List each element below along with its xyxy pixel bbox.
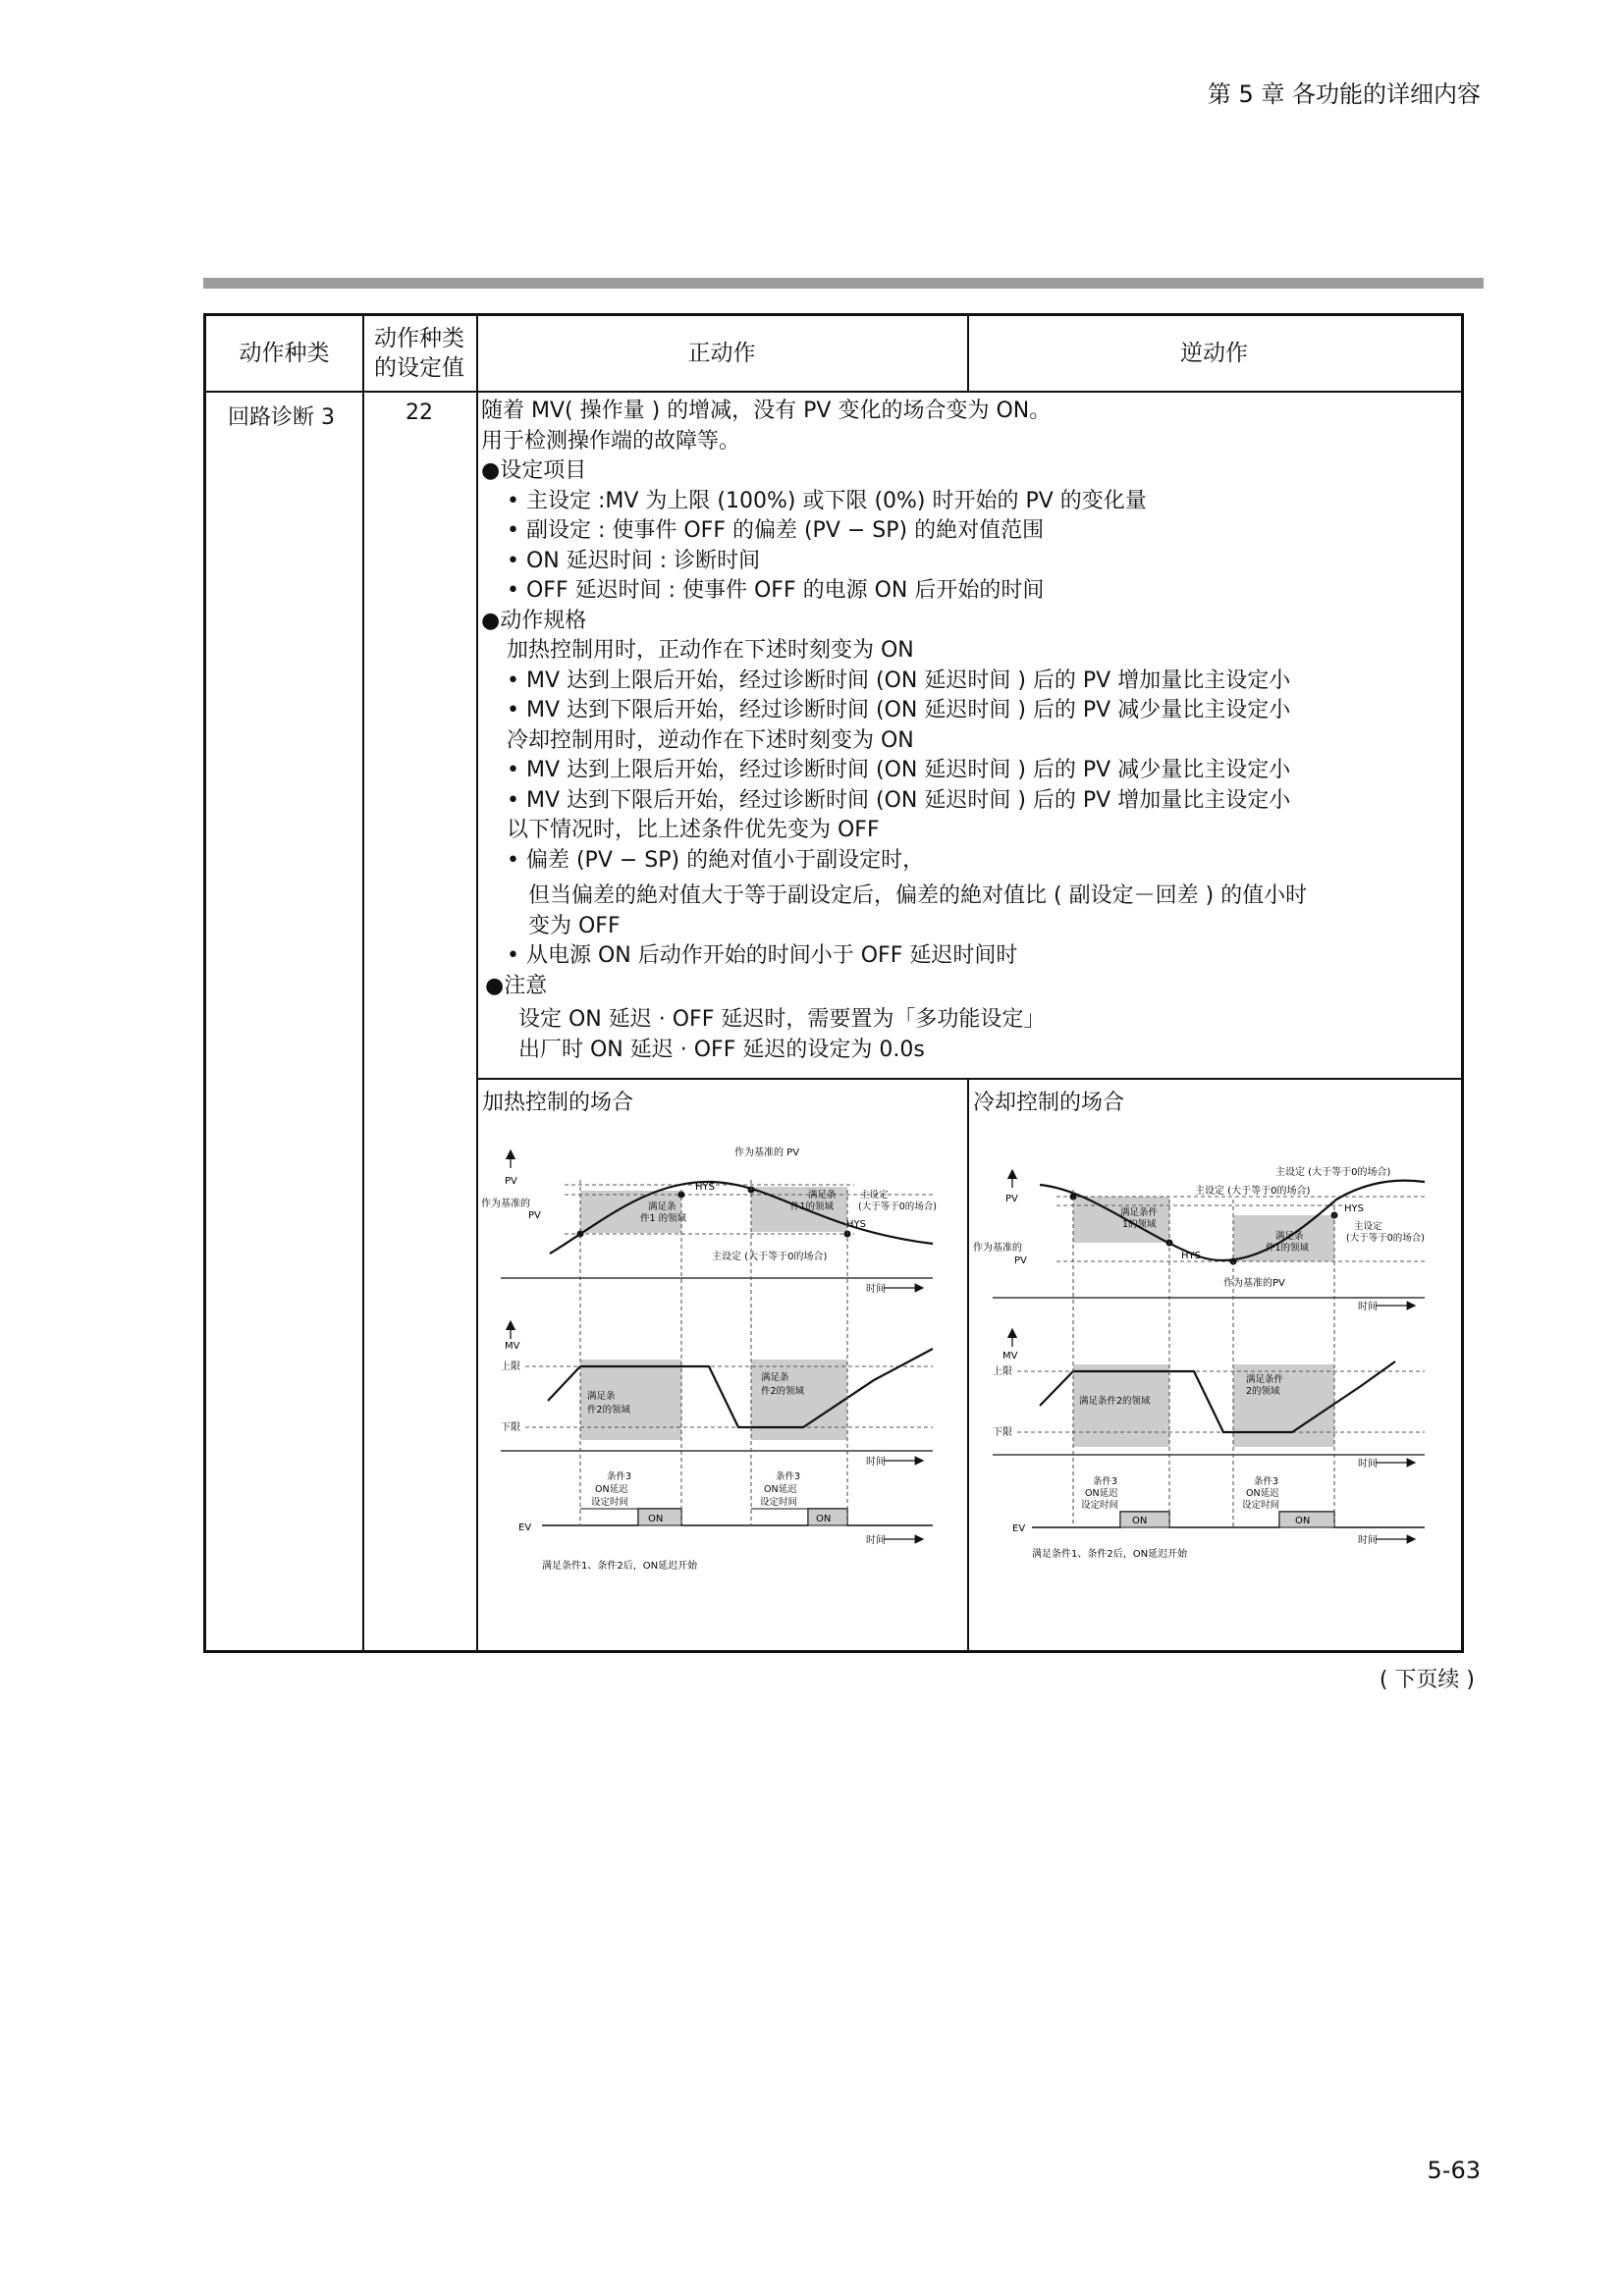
desc-bullet: • ON 延迟时间 : 诊断时间 <box>507 548 761 573</box>
mainset-top-label: 主设定 (大于等于0的场合) <box>1275 1167 1391 1178</box>
cond2-b-label: 满足条件 <box>1246 1374 1284 1385</box>
mainset-right-label-2: (大于等于0的场合) <box>1346 1233 1425 1244</box>
desc-bullet: • 从电源 ON 后动作开始的时间小于 OFF 延迟时间时 <box>507 943 1018 968</box>
cond1-b-label-2: 件1的领域 <box>1266 1243 1310 1254</box>
desc-heading: ●设定项目 <box>481 458 587 483</box>
cond3-label-b: 条件3 <box>776 1471 801 1482</box>
desc-heading: ●注意 <box>485 973 548 998</box>
time-label-2: 时间 <box>866 1457 886 1468</box>
cond1-a-label: 满足条 <box>648 1201 677 1212</box>
desc-line: 设定 ON 延迟 · OFF 延迟时，需要置为「多功能设定」 <box>518 1007 1046 1032</box>
ref-pv-top-label: 作为基准的 PV <box>734 1148 800 1158</box>
pv-label: PV <box>505 1176 517 1187</box>
cond2-a-label: 满足条件2的领域 <box>1079 1396 1151 1407</box>
hys-label-2: HYS <box>1344 1203 1364 1214</box>
heating-diagram <box>481 1141 952 1616</box>
header-row-divider <box>206 391 1461 393</box>
mainset-right-label-2: (大于等于0的场合) <box>858 1201 937 1212</box>
time-label-2: 时间 <box>1358 1459 1378 1469</box>
pv-label: PV <box>1005 1194 1018 1204</box>
cond3-label-b-2: ON延迟 <box>1246 1488 1279 1499</box>
col-header-direct: 正动作 <box>687 341 756 366</box>
cond1-a-label: 满足条件 <box>1120 1207 1159 1218</box>
ev-signal <box>1032 1512 1425 1527</box>
desc-line: 冷却控制用时，逆动作在下述时刻变为 ON <box>507 727 914 753</box>
hys-label: HYS <box>695 1182 715 1193</box>
cond3-label-3: 设定时间 <box>591 1497 629 1508</box>
ref-pv-left-label: 作为基准的 <box>973 1243 1022 1254</box>
on-label-2: ON <box>1295 1516 1311 1526</box>
diagram-row-divider <box>476 1078 1461 1080</box>
ref-pv-left-label-2: PV <box>1014 1255 1027 1266</box>
cond2-a-label-2: 件2的领域 <box>587 1405 631 1415</box>
on-label-2: ON <box>816 1514 832 1524</box>
desc-bullet: • MV 达到上限后开始，经过诊断时间 (ON 延迟时间 ) 后的 PV 减少量比主设定小 <box>507 758 1291 782</box>
cond1-a-label-2: 件1 的领域 <box>640 1213 687 1224</box>
mainset-right-label: 主设定 <box>860 1190 889 1201</box>
ev-label: EV <box>518 1522 532 1533</box>
desc-line: 加热控制用时，正动作在下述时刻变为 ON <box>507 638 914 663</box>
ref-pv-left-label-2: PV <box>528 1210 541 1221</box>
cond2-b-label-2: 2的领域 <box>1246 1386 1280 1397</box>
heating-diagram-svg <box>481 1141 952 1612</box>
desc-bullet: • 偏差 (PV − SP) 的絶对值小于副设定时， <box>507 847 925 873</box>
spec-table <box>203 313 1464 1653</box>
action-type: 回路诊断 3 <box>228 405 335 430</box>
desc-bullet: • MV 达到下限后开始，经过诊断时间 (ON 延迟时间 ) 后的 PV 增加量比主设定小 <box>507 787 1291 813</box>
upper-label: 上限 <box>501 1362 520 1372</box>
on-label: ON <box>648 1514 664 1524</box>
cond3-label: 条件3 <box>1093 1476 1118 1487</box>
heating-title: 加热控制的场合 <box>482 1091 634 1115</box>
description <box>481 397 1453 1065</box>
desc-bullet: • 主设定 :MV 为上限 (100%) 或下限 (0%) 时开始的 PV 的变化量 <box>507 488 1147 513</box>
continued-note: ( 下页续 ) <box>1379 1668 1475 1692</box>
desc-line: 出厂时 ON 延迟 · OFF 延迟的设定为 0.0s <box>518 1037 925 1062</box>
time-label: 时间 <box>1358 1302 1378 1312</box>
cond2-b-label: 满足条 <box>761 1372 789 1383</box>
chapter-heading: 第 5 章 各功能的详细内容 <box>1207 80 1481 108</box>
cond3-label-2: ON延迟 <box>1085 1488 1118 1499</box>
cond1-b-label-2: 件1的领域 <box>790 1201 835 1212</box>
ev-note: 满足条件1、条件2后，ON延迟开始 <box>1032 1549 1188 1560</box>
col-divider-3-bottom <box>967 1078 969 1650</box>
mv-label: MV <box>505 1341 520 1352</box>
ev-note: 满足条件1、条件2后，ON延迟开始 <box>542 1561 698 1572</box>
cond1-b-label: 满足条 <box>1275 1231 1304 1242</box>
hys-label-2: HYS <box>846 1219 866 1230</box>
desc-line: 以下情况时，比上述条件优先变为 OFF <box>507 818 880 842</box>
page-number: 5-63 <box>1427 2157 1481 2184</box>
cond3-label-3: 设定时间 <box>1081 1500 1119 1511</box>
action-value: 22 <box>406 400 433 425</box>
cond1-b-label: 满足条 <box>808 1190 837 1201</box>
cond2-a-label: 满足条 <box>587 1391 616 1402</box>
cooling-diagram <box>973 1141 1444 1616</box>
cond3-label-2: ON延迟 <box>595 1484 628 1495</box>
cond3-label-b: 条件3 <box>1254 1476 1279 1487</box>
desc-bullet: • MV 达到下限后开始，经过诊断时间 (ON 延迟时间 ) 后的 PV 减少量比主设定小 <box>507 698 1291 722</box>
ev-signal <box>542 1509 933 1525</box>
desc-bullet: • 副设定 : 使事件 OFF 的偏差 (PV − SP) 的絶对值范围 <box>507 518 1045 543</box>
time-label-3: 时间 <box>1358 1535 1378 1546</box>
mainset-bottom-label: 主设定 (大于等于0的场合) <box>712 1252 828 1262</box>
mv-label: MV <box>1002 1351 1018 1362</box>
cooling-title: 冷却控制的场合 <box>973 1091 1125 1115</box>
ref-pv-left-label: 作为基准的 <box>481 1199 530 1209</box>
col-header-reverse: 逆动作 <box>1180 341 1248 366</box>
col-header-type: 动作种类 <box>239 341 330 366</box>
col-header-value: 动作种类 的设定值 <box>374 326 464 381</box>
desc-line: 用于检测操作端的故障等。 <box>481 428 741 454</box>
desc-bullet: • MV 达到上限后开始，经过诊断时间 (ON 延迟时间 ) 后的 PV 增加量比主设定小 <box>507 667 1291 693</box>
desc-bullet: • OFF 延迟时间 : 使事件 OFF 的电源 ON 后开始的时间 <box>507 578 1045 603</box>
col-divider-2 <box>476 316 478 1650</box>
ref-pv-bottom-label: 作为基准的PV <box>1223 1278 1285 1289</box>
desc-heading: ●动作规格 <box>481 608 587 633</box>
col-divider-1 <box>362 316 364 1650</box>
cond2-b-label-2: 件2的领域 <box>761 1386 805 1397</box>
mainset-mid-label: 主设定 (大于等于0的场合) <box>1195 1186 1311 1197</box>
desc-line: 但当偏差的絶对值大于等于副设定后，偏差的絶对值比 ( 副设定－回差 ) 的值小时 <box>528 883 1308 908</box>
cond3-label-b-3: 设定时间 <box>760 1497 798 1508</box>
cond3-label-b-2: ON延迟 <box>764 1484 797 1495</box>
header-rule <box>203 278 1484 289</box>
time-label: 时间 <box>866 1284 886 1295</box>
mainset-right-label: 主设定 <box>1354 1221 1382 1232</box>
upper-label: 上限 <box>993 1366 1012 1377</box>
cond3-label-b-3: 设定时间 <box>1242 1500 1280 1511</box>
lower-label: 下限 <box>501 1422 520 1433</box>
cond1-a-label-2: 1的领域 <box>1122 1219 1157 1230</box>
time-label-3: 时间 <box>866 1535 886 1546</box>
cooling-diagram-svg <box>973 1141 1444 1612</box>
cond3-label: 条件3 <box>607 1471 632 1482</box>
lower-label: 下限 <box>993 1427 1012 1438</box>
desc-line: 随着 MV( 操作量 ) 的增减，没有 PV 变化的场合变为 ON。 <box>481 399 1052 423</box>
hys-label: HYS <box>1181 1251 1201 1261</box>
on-label: ON <box>1132 1516 1148 1526</box>
ev-label: EV <box>1012 1523 1026 1534</box>
desc-line: 变为 OFF <box>528 913 621 938</box>
